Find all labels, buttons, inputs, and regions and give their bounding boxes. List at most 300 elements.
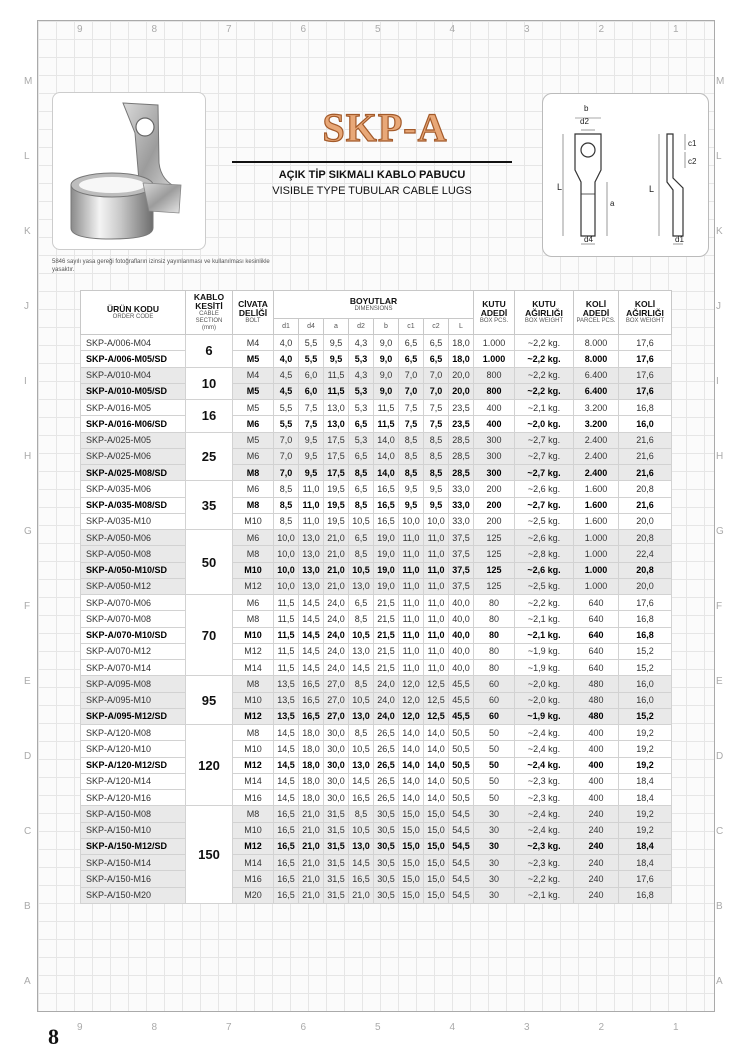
dimension-cell: 54,5 bbox=[449, 822, 474, 838]
col-parcel-pcs bbox=[574, 291, 619, 335]
dimension-cell: 21,5 bbox=[374, 611, 399, 627]
dimension-cell: 7,0 bbox=[274, 448, 299, 464]
dimension-cell: 16,5 bbox=[349, 871, 374, 887]
box-weight-cell: ~2,2 kg. bbox=[515, 383, 574, 399]
dimension-cell: 40,0 bbox=[449, 627, 474, 643]
dimension-cell: 7,0 bbox=[424, 367, 449, 383]
dimension-cell: 11,0 bbox=[299, 513, 324, 529]
box-weight-cell: ~2,1 kg. bbox=[515, 887, 574, 903]
box-weight-cell: ~2,2 kg. bbox=[515, 367, 574, 383]
order-code-cell: SKP-A/016-M06/SD bbox=[81, 416, 186, 432]
dimension-cell: 50,5 bbox=[449, 725, 474, 741]
dimension-cell: 50,5 bbox=[449, 741, 474, 757]
parcel-pcs-cell: 1.000 bbox=[574, 578, 619, 594]
dimension-cell: 15,0 bbox=[424, 838, 449, 854]
dim-b-label: b bbox=[584, 104, 589, 113]
dimension-cell: 19,5 bbox=[324, 481, 349, 497]
dimension-cell: 7,5 bbox=[399, 416, 424, 432]
box-pcs-cell: 300 bbox=[474, 432, 515, 448]
dimension-cell: 31,5 bbox=[324, 855, 349, 871]
col-parcel-weight-tr: KOLİ AĞIRLIĞI bbox=[626, 299, 664, 318]
col-bolt bbox=[233, 291, 274, 335]
table-row bbox=[81, 611, 672, 627]
dimension-cell: 14,5 bbox=[349, 773, 374, 789]
col-parcel-weight bbox=[619, 291, 672, 335]
bolt-cell: M10 bbox=[233, 822, 274, 838]
dimension-cell: 21,0 bbox=[299, 855, 324, 871]
col-dim-c2: c2 bbox=[424, 319, 449, 335]
dimension-cell: 5,3 bbox=[349, 351, 374, 367]
dimension-cell: 11,0 bbox=[299, 481, 324, 497]
ruler-mark: 7 bbox=[226, 24, 232, 35]
bolt-cell: M8 bbox=[233, 676, 274, 692]
order-code-cell: SKP-A/006-M05/SD bbox=[81, 351, 186, 367]
dimension-cell: 24,0 bbox=[324, 660, 349, 676]
dimension-cell: 23,5 bbox=[449, 416, 474, 432]
dimension-cell: 11,0 bbox=[399, 578, 424, 594]
parcel-weight-cell: 19,2 bbox=[619, 725, 672, 741]
box-pcs-cell: 200 bbox=[474, 497, 515, 513]
dimension-cell: 16,5 bbox=[374, 481, 399, 497]
box-pcs-cell: 400 bbox=[474, 400, 515, 416]
dimension-cell: 8,5 bbox=[424, 465, 449, 481]
bolt-cell: M6 bbox=[233, 595, 274, 611]
dimension-cell: 27,0 bbox=[324, 708, 349, 724]
box-weight-cell: ~2,5 kg. bbox=[515, 513, 574, 529]
bolt-cell: M12 bbox=[233, 578, 274, 594]
dimension-cell: 14,0 bbox=[424, 773, 449, 789]
ruler-mark: F bbox=[24, 601, 31, 612]
table-row bbox=[81, 335, 672, 351]
col-box-pcs-tr: KUTU ADEDİ bbox=[480, 299, 508, 318]
dimension-cell: 14,0 bbox=[399, 757, 424, 773]
dimension-cell: 26,5 bbox=[374, 773, 399, 789]
dimension-cell: 11,0 bbox=[424, 627, 449, 643]
dimension-cell: 14,5 bbox=[299, 627, 324, 643]
order-code-cell: SKP-A/120-M16 bbox=[81, 790, 186, 806]
dimension-cell: 8,5 bbox=[424, 432, 449, 448]
box-pcs-cell: 30 bbox=[474, 806, 515, 822]
dimension-cell: 16,5 bbox=[274, 806, 299, 822]
dimension-cell: 10,0 bbox=[274, 562, 299, 578]
dimension-cell: 10,5 bbox=[349, 513, 374, 529]
dimension-cell: 8,5 bbox=[349, 465, 374, 481]
box-pcs-cell: 60 bbox=[474, 708, 515, 724]
dimension-cell: 27,0 bbox=[324, 692, 349, 708]
order-code-cell: SKP-A/150-M14 bbox=[81, 855, 186, 871]
dimension-cell: 21,0 bbox=[299, 887, 324, 903]
box-pcs-cell: 50 bbox=[474, 725, 515, 741]
box-weight-cell: ~2,4 kg. bbox=[515, 822, 574, 838]
parcel-pcs-cell: 240 bbox=[574, 822, 619, 838]
parcel-weight-cell: 18,4 bbox=[619, 855, 672, 871]
dimension-cell: 4,0 bbox=[274, 351, 299, 367]
parcel-weight-cell: 17,6 bbox=[619, 383, 672, 399]
ruler-mark: 3 bbox=[524, 24, 530, 35]
ruler-mark: J bbox=[24, 301, 29, 312]
parcel-weight-cell: 21,6 bbox=[619, 448, 672, 464]
dimension-cell: 21,0 bbox=[349, 887, 374, 903]
dimension-cell: 18,0 bbox=[449, 335, 474, 351]
box-weight-cell: ~2,1 kg. bbox=[515, 400, 574, 416]
table-row bbox=[81, 465, 672, 481]
bolt-cell: M5 bbox=[233, 400, 274, 416]
box-weight-cell: ~2,0 kg. bbox=[515, 676, 574, 692]
page-number: 8 bbox=[48, 1024, 59, 1049]
dimension-cell: 14,0 bbox=[399, 741, 424, 757]
dimension-cell: 7,5 bbox=[424, 416, 449, 432]
dimension-cell: 16,5 bbox=[274, 838, 299, 854]
box-pcs-cell: 125 bbox=[474, 562, 515, 578]
box-pcs-cell: 300 bbox=[474, 448, 515, 464]
parcel-weight-cell: 20,0 bbox=[619, 578, 672, 594]
bolt-cell: M8 bbox=[233, 611, 274, 627]
table-row bbox=[81, 448, 672, 464]
ruler-mark: G bbox=[24, 526, 32, 537]
product-photo bbox=[52, 92, 206, 250]
dimension-cell: 31,5 bbox=[324, 806, 349, 822]
dimension-cell: 7,0 bbox=[399, 383, 424, 399]
dimension-cell: 15,0 bbox=[424, 822, 449, 838]
dimension-cell: 16,5 bbox=[274, 855, 299, 871]
order-code-cell: SKP-A/035-M06 bbox=[81, 481, 186, 497]
dimension-cell: 6,5 bbox=[349, 448, 374, 464]
dimension-cell: 9,5 bbox=[299, 448, 324, 464]
dimension-cell: 11,0 bbox=[424, 643, 449, 659]
box-pcs-cell: 125 bbox=[474, 578, 515, 594]
dimension-cell: 31,5 bbox=[324, 887, 349, 903]
dimension-cell: 54,5 bbox=[449, 855, 474, 871]
dimension-cell: 6,5 bbox=[424, 351, 449, 367]
order-code-cell: SKP-A/120-M10 bbox=[81, 741, 186, 757]
ruler-mark: 6 bbox=[300, 1022, 307, 1033]
dimension-cell: 30,5 bbox=[374, 806, 399, 822]
ruler-mark: D bbox=[24, 751, 32, 762]
dimension-cell: 4,3 bbox=[349, 335, 374, 351]
col-parcel-weight-en: BOX WEIGHT bbox=[625, 318, 665, 324]
dimension-cell: 8,5 bbox=[274, 513, 299, 529]
ruler-mark: M bbox=[24, 76, 33, 87]
dimension-cell: 30,5 bbox=[374, 871, 399, 887]
order-code-cell: SKP-A/070-M10/SD bbox=[81, 627, 186, 643]
table-row bbox=[81, 578, 672, 594]
dimension-cell: 10,5 bbox=[349, 741, 374, 757]
dimension-cell: 31,5 bbox=[324, 871, 349, 887]
dimension-cell: 10,0 bbox=[424, 513, 449, 529]
dimension-cell: 30,0 bbox=[324, 757, 349, 773]
order-code-cell: SKP-A/025-M08/SD bbox=[81, 465, 186, 481]
table-row bbox=[81, 627, 672, 643]
dimension-cell: 14,5 bbox=[299, 660, 324, 676]
order-code-cell: SKP-A/150-M20 bbox=[81, 887, 186, 903]
dimension-cell: 6,0 bbox=[299, 367, 324, 383]
cable-section-cell: 50 bbox=[186, 530, 233, 595]
parcel-pcs-cell: 1.600 bbox=[574, 513, 619, 529]
parcel-pcs-cell: 400 bbox=[574, 790, 619, 806]
dimension-cell: 21,0 bbox=[299, 822, 324, 838]
dimension-cell: 9,5 bbox=[324, 335, 349, 351]
dimension-cell: 10,5 bbox=[349, 627, 374, 643]
parcel-pcs-cell: 640 bbox=[574, 660, 619, 676]
col-dimensions-tr: BOYUTLAR bbox=[349, 295, 398, 306]
ruler-mark: C bbox=[24, 826, 32, 837]
col-cable-section-en: CABLE SECTION bbox=[195, 311, 223, 324]
parcel-pcs-cell: 1.600 bbox=[574, 497, 619, 513]
dimension-cell: 7,0 bbox=[424, 383, 449, 399]
dimension-cell: 5,3 bbox=[349, 383, 374, 399]
dimension-cell: 11,5 bbox=[274, 611, 299, 627]
parcel-weight-cell: 22,4 bbox=[619, 546, 672, 562]
dimension-cell: 14,5 bbox=[299, 643, 324, 659]
dimension-cell: 19,0 bbox=[374, 578, 399, 594]
dimension-cell: 54,5 bbox=[449, 838, 474, 854]
box-pcs-cell: 80 bbox=[474, 611, 515, 627]
col-bolt-tr: CİVATA DELİĞİ bbox=[238, 299, 268, 318]
parcel-pcs-cell: 240 bbox=[574, 887, 619, 903]
ruler-right bbox=[714, 30, 728, 1020]
dimension-cell: 9,5 bbox=[324, 351, 349, 367]
dimension-cell: 14,5 bbox=[349, 660, 374, 676]
ruler-mark: A bbox=[716, 976, 723, 987]
bolt-cell: M6 bbox=[233, 448, 274, 464]
col-dimensions bbox=[274, 291, 474, 319]
parcel-weight-cell: 17,6 bbox=[619, 871, 672, 887]
bolt-cell: M8 bbox=[233, 725, 274, 741]
parcel-weight-cell: 21,6 bbox=[619, 497, 672, 513]
cable-section-cell: 16 bbox=[186, 400, 233, 433]
parcel-weight-cell: 17,6 bbox=[619, 351, 672, 367]
box-weight-cell: ~2,2 kg. bbox=[515, 595, 574, 611]
parcel-weight-cell: 20,8 bbox=[619, 562, 672, 578]
table-row bbox=[81, 530, 672, 546]
dimension-cell: 11,5 bbox=[374, 400, 399, 416]
box-pcs-cell: 30 bbox=[474, 838, 515, 854]
parcel-pcs-cell: 2.400 bbox=[574, 432, 619, 448]
title-divider bbox=[232, 161, 512, 163]
box-pcs-cell: 125 bbox=[474, 546, 515, 562]
col-dim-d2: d2 bbox=[349, 319, 374, 335]
order-code-cell: SKP-A/095-M08 bbox=[81, 676, 186, 692]
dimension-cell: 11,0 bbox=[424, 578, 449, 594]
dimension-cell: 9,5 bbox=[299, 465, 324, 481]
dimension-cell: 7,5 bbox=[399, 400, 424, 416]
technical-drawing bbox=[542, 93, 709, 257]
parcel-weight-cell: 19,2 bbox=[619, 757, 672, 773]
dimension-cell: 45,5 bbox=[449, 692, 474, 708]
dimension-cell: 21,0 bbox=[299, 806, 324, 822]
dimension-cell: 11,5 bbox=[274, 627, 299, 643]
dimension-cell: 30,0 bbox=[324, 741, 349, 757]
order-code-cell: SKP-A/070-M06 bbox=[81, 595, 186, 611]
table-row bbox=[81, 643, 672, 659]
bolt-cell: M8 bbox=[233, 806, 274, 822]
ruler-mark: F bbox=[716, 601, 723, 612]
box-pcs-cell: 30 bbox=[474, 855, 515, 871]
parcel-pcs-cell: 480 bbox=[574, 676, 619, 692]
dimension-cell: 14,5 bbox=[274, 725, 299, 741]
dimension-cell: 13,0 bbox=[349, 643, 374, 659]
ruler-mark: 5 bbox=[375, 24, 381, 35]
dimension-cell: 23,5 bbox=[449, 400, 474, 416]
dimension-cell: 14,0 bbox=[399, 790, 424, 806]
dimension-cell: 11,0 bbox=[399, 627, 424, 643]
dimension-cell: 11,5 bbox=[274, 643, 299, 659]
ruler-mark: 3 bbox=[524, 1022, 530, 1033]
bolt-cell: M6 bbox=[233, 481, 274, 497]
parcel-pcs-cell: 640 bbox=[574, 595, 619, 611]
order-code-cell: SKP-A/150-M10 bbox=[81, 822, 186, 838]
dimension-cell: 13,0 bbox=[299, 530, 324, 546]
parcel-weight-cell: 16,8 bbox=[619, 887, 672, 903]
table-row bbox=[81, 741, 672, 757]
dimension-cell: 11,5 bbox=[274, 660, 299, 676]
parcel-weight-cell: 16,0 bbox=[619, 416, 672, 432]
bolt-cell: M8 bbox=[233, 465, 274, 481]
dimension-cell: 14,0 bbox=[374, 448, 399, 464]
bolt-cell: M8 bbox=[233, 497, 274, 513]
dimension-cell: 8,5 bbox=[349, 806, 374, 822]
table-row bbox=[81, 773, 672, 789]
parcel-weight-cell: 17,6 bbox=[619, 595, 672, 611]
subtitle-english: VISIBLE TYPE TUBULAR CABLE LUGS bbox=[272, 185, 472, 197]
dimension-cell: 26,5 bbox=[374, 790, 399, 806]
col-box-weight bbox=[515, 291, 574, 335]
dimension-cell: 15,0 bbox=[399, 806, 424, 822]
box-pcs-cell: 800 bbox=[474, 367, 515, 383]
dimension-cell: 14,0 bbox=[424, 790, 449, 806]
box-pcs-cell: 1.000 bbox=[474, 351, 515, 367]
table-header-row bbox=[81, 291, 672, 319]
dim-L-label-front: L bbox=[557, 182, 563, 192]
box-weight-cell: ~2,7 kg. bbox=[515, 448, 574, 464]
order-code-cell: SKP-A/120-M12/SD bbox=[81, 757, 186, 773]
ruler-mark: 5 bbox=[375, 1022, 381, 1033]
table-row bbox=[81, 562, 672, 578]
dimension-cell: 10,5 bbox=[349, 692, 374, 708]
dimension-cell: 19,0 bbox=[374, 562, 399, 578]
dimension-cell: 14,0 bbox=[399, 725, 424, 741]
box-pcs-cell: 80 bbox=[474, 643, 515, 659]
dimension-cell: 37,5 bbox=[449, 562, 474, 578]
dimension-cell: 21,5 bbox=[374, 627, 399, 643]
dimension-cell: 9,5 bbox=[424, 481, 449, 497]
dimension-cell: 12,0 bbox=[399, 692, 424, 708]
ruler-mark: 8 bbox=[151, 24, 158, 35]
ruler-mark: H bbox=[24, 451, 32, 462]
dimension-cell: 16,5 bbox=[374, 513, 399, 529]
parcel-pcs-cell: 400 bbox=[574, 741, 619, 757]
bolt-cell: M16 bbox=[233, 790, 274, 806]
parcel-pcs-cell: 400 bbox=[574, 725, 619, 741]
table-row bbox=[81, 400, 672, 416]
dimension-cell: 8,5 bbox=[349, 546, 374, 562]
ruler-mark: I bbox=[24, 376, 27, 387]
dim-d2-label: d2 bbox=[580, 117, 589, 126]
parcel-weight-cell: 16,8 bbox=[619, 627, 672, 643]
bolt-cell: M10 bbox=[233, 741, 274, 757]
table-row bbox=[81, 887, 672, 903]
parcel-weight-cell: 20,0 bbox=[619, 513, 672, 529]
dimension-cell: 45,5 bbox=[449, 708, 474, 724]
dimension-cell: 9,5 bbox=[399, 481, 424, 497]
dimension-cell: 10,0 bbox=[274, 546, 299, 562]
dimension-cell: 40,0 bbox=[449, 660, 474, 676]
dimension-cell: 11,0 bbox=[399, 546, 424, 562]
box-weight-cell: ~2,4 kg. bbox=[515, 725, 574, 741]
dimension-cell: 6,5 bbox=[349, 595, 374, 611]
dimension-cell: 21,0 bbox=[324, 578, 349, 594]
dimension-cell: 15,0 bbox=[399, 855, 424, 871]
parcel-weight-cell: 18,4 bbox=[619, 838, 672, 854]
copyright-note: 5846 sayılı yasa gereği fotoğrafların izinsiz yayınlanması ve kullanılması kesinlikle yasaktır. bbox=[52, 259, 270, 273]
order-code-cell: SKP-A/150-M08 bbox=[81, 806, 186, 822]
dimension-cell: 19,0 bbox=[374, 546, 399, 562]
dim-a-label: a bbox=[610, 199, 615, 208]
dimension-cell: 13,0 bbox=[324, 416, 349, 432]
order-code-cell: SKP-A/050-M06 bbox=[81, 530, 186, 546]
dimension-cell: 15,0 bbox=[424, 855, 449, 871]
dimension-cell: 12,5 bbox=[424, 676, 449, 692]
bolt-cell: M12 bbox=[233, 643, 274, 659]
dimension-cell: 4,5 bbox=[274, 383, 299, 399]
table-row bbox=[81, 692, 672, 708]
dimension-cell: 10,0 bbox=[274, 530, 299, 546]
dimension-cell: 16,5 bbox=[299, 692, 324, 708]
parcel-pcs-cell: 400 bbox=[574, 757, 619, 773]
ruler-mark: 2 bbox=[598, 24, 605, 35]
dimension-cell: 18,0 bbox=[299, 757, 324, 773]
table-row bbox=[81, 383, 672, 399]
dimension-cell: 14,5 bbox=[274, 741, 299, 757]
dimension-cell: 30,0 bbox=[324, 773, 349, 789]
dimension-cell: 18,0 bbox=[299, 741, 324, 757]
dimension-cell: 11,5 bbox=[324, 367, 349, 383]
parcel-pcs-cell: 1.000 bbox=[574, 530, 619, 546]
dimension-cell: 14,5 bbox=[299, 611, 324, 627]
bolt-cell: M6 bbox=[233, 416, 274, 432]
table-row bbox=[81, 546, 672, 562]
dimension-cell: 15,0 bbox=[424, 871, 449, 887]
parcel-pcs-cell: 3.200 bbox=[574, 400, 619, 416]
dimension-cell: 26,5 bbox=[374, 757, 399, 773]
dimension-cell: 16,5 bbox=[374, 497, 399, 513]
box-weight-cell: ~2,6 kg. bbox=[515, 562, 574, 578]
dimension-cell: 31,5 bbox=[324, 822, 349, 838]
ruler-mark: B bbox=[716, 901, 723, 912]
dimension-cell: 11,0 bbox=[424, 562, 449, 578]
dimension-cell: 6,0 bbox=[299, 383, 324, 399]
dimension-cell: 9,5 bbox=[299, 432, 324, 448]
bolt-cell: M8 bbox=[233, 546, 274, 562]
dimension-cell: 6,5 bbox=[424, 335, 449, 351]
dimension-cell: 21,5 bbox=[374, 643, 399, 659]
dimension-cell: 6,5 bbox=[399, 335, 424, 351]
dimension-cell: 26,5 bbox=[374, 741, 399, 757]
dimension-cell: 26,5 bbox=[374, 725, 399, 741]
box-pcs-cell: 800 bbox=[474, 383, 515, 399]
dimension-cell: 30,0 bbox=[324, 725, 349, 741]
parcel-weight-cell: 18,4 bbox=[619, 773, 672, 789]
dimension-cell: 13,0 bbox=[324, 400, 349, 416]
dimension-cell: 11,0 bbox=[424, 611, 449, 627]
ruler-mark: 4 bbox=[449, 24, 456, 35]
dimension-cell: 6,5 bbox=[349, 416, 374, 432]
dimension-cell: 4,3 bbox=[349, 367, 374, 383]
dimension-cell: 8,5 bbox=[274, 481, 299, 497]
table-row bbox=[81, 481, 672, 497]
col-dim-L: L bbox=[449, 319, 474, 335]
dimension-cell: 11,0 bbox=[399, 643, 424, 659]
